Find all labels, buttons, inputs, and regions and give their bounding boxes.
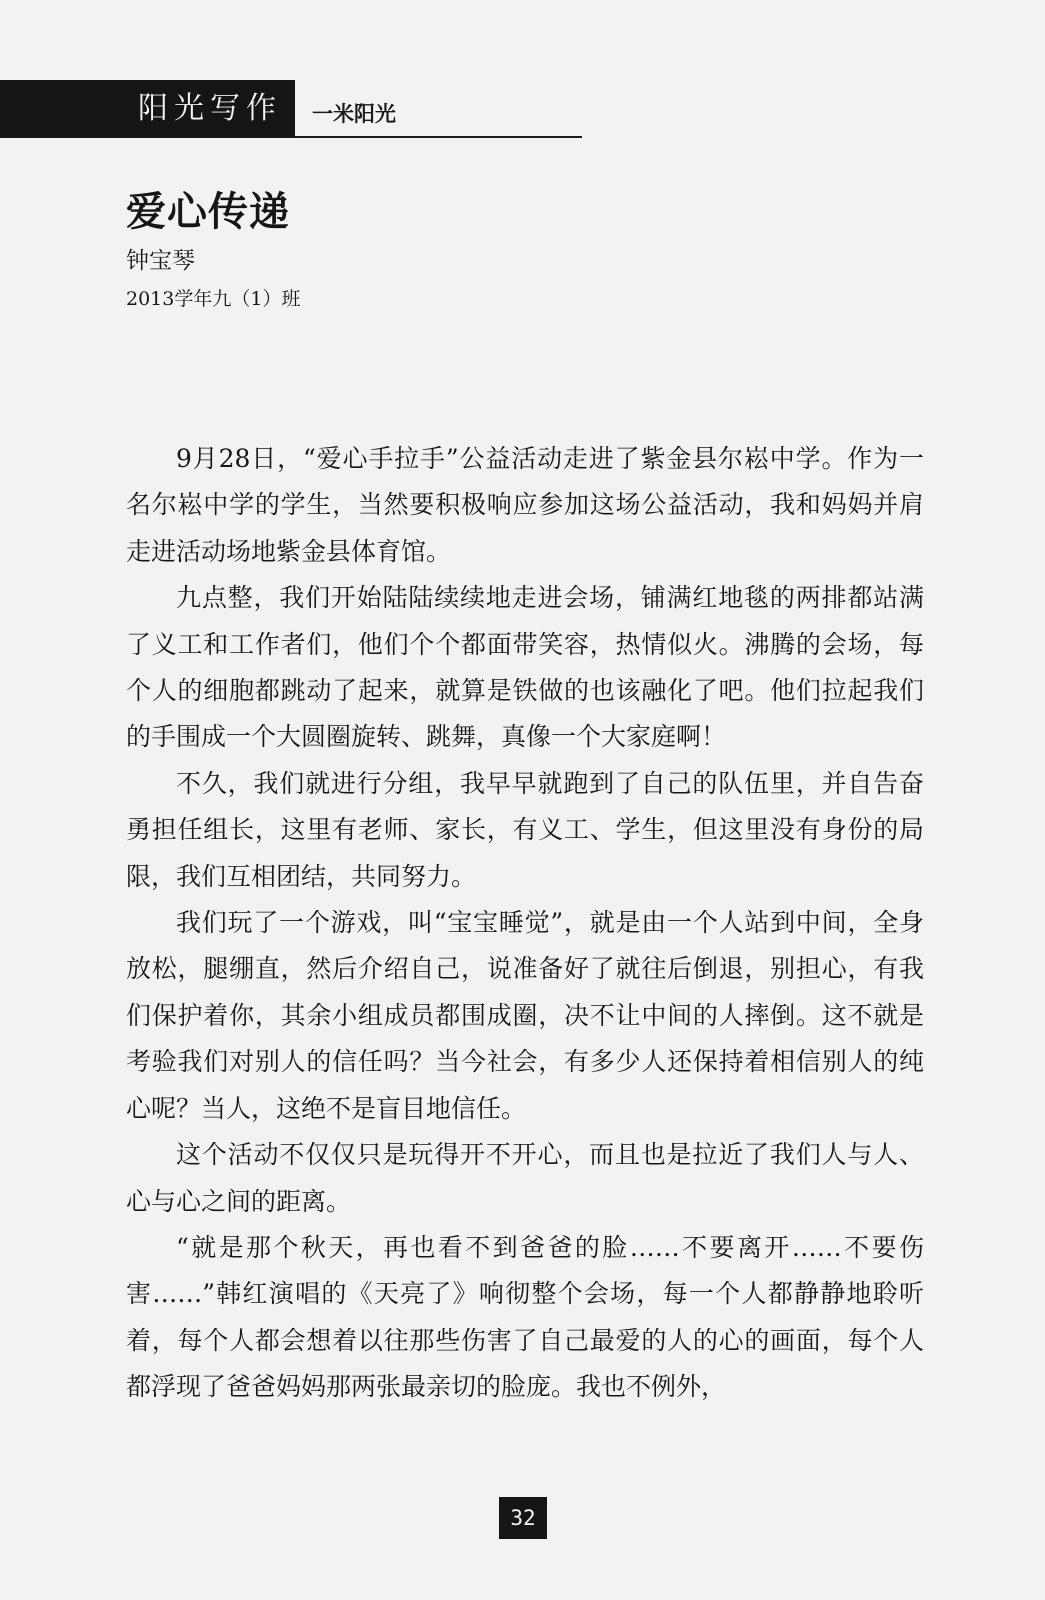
paragraph: 我们玩了一个游戏，叫“宝宝睡觉”，就是由一个人站到中间，全身放松，腿绷直，然后介绍自己，说准备好了就往后倒退，别担心，有我们保护着你，其余小组成员都围成圈，决不让中间的人摔倒。这不就是考验我们对别人的信任吗？当今社会，有多少人还保持着相信别人的纯心呢？当人，这绝不是盲目地信任。 — [126, 908, 924, 1123]
page-number: 32 — [499, 1497, 547, 1539]
paragraph: “就是那个秋天，再也看不到爸爸的脸……不要离开……不要伤害……”韩红演唱的《天亮了》响彻整个会场，每一个人都静静地聆听着，每个人都会想着以往那些伤害了自己最爱的人的心的画面，每个人都浮现了爸爸妈妈那两张最亲切的脸庞。我也不例外， — [126, 1232, 924, 1402]
article-author: 钟宝琴 — [126, 248, 195, 274]
section-subtitle: 一米阳光 — [312, 102, 396, 126]
article-title: 爱心传递 — [126, 189, 290, 235]
paragraph: 九点整，我们开始陆陆续续地走进会场，铺满红地毯的两排都站满了义工和工作者们，他们个个都面带笑容，热情似火。沸腾的会场，每个人的细胞都跳动了起来，就算是铁做的也该融化了吧。他们拉起我们的手围成一个大圆圈旋转、跳舞，真像一个大家庭啊！ — [126, 583, 924, 752]
article-body — [126, 436, 924, 1411]
article-class-info: 2013学年九（1）班 — [126, 288, 301, 310]
paragraph: 这个活动不仅仅只是玩得开不开心，而且也是拉近了我们人与人、心与心之间的距离。 — [126, 1140, 924, 1216]
paragraph: 9月28日，“爱心手拉手”公益活动走进了紫金县尔崧中学。作为一名尔崧中学的学生，当然要积极响应参加这场公益活动，我和妈妈并肩走进活动场地紫金县体育馆。 — [126, 444, 924, 566]
header-rule — [295, 136, 582, 138]
paragraph: 不久，我们就进行分组，我早早就跑到了自己的队伍里，并自告奋勇担任组长，这里有老师、家长，有义工、学生，但这里没有身份的局限，我们互相团结，共同努力。 — [126, 768, 924, 891]
section-banner: 阳光写作 — [0, 80, 295, 138]
